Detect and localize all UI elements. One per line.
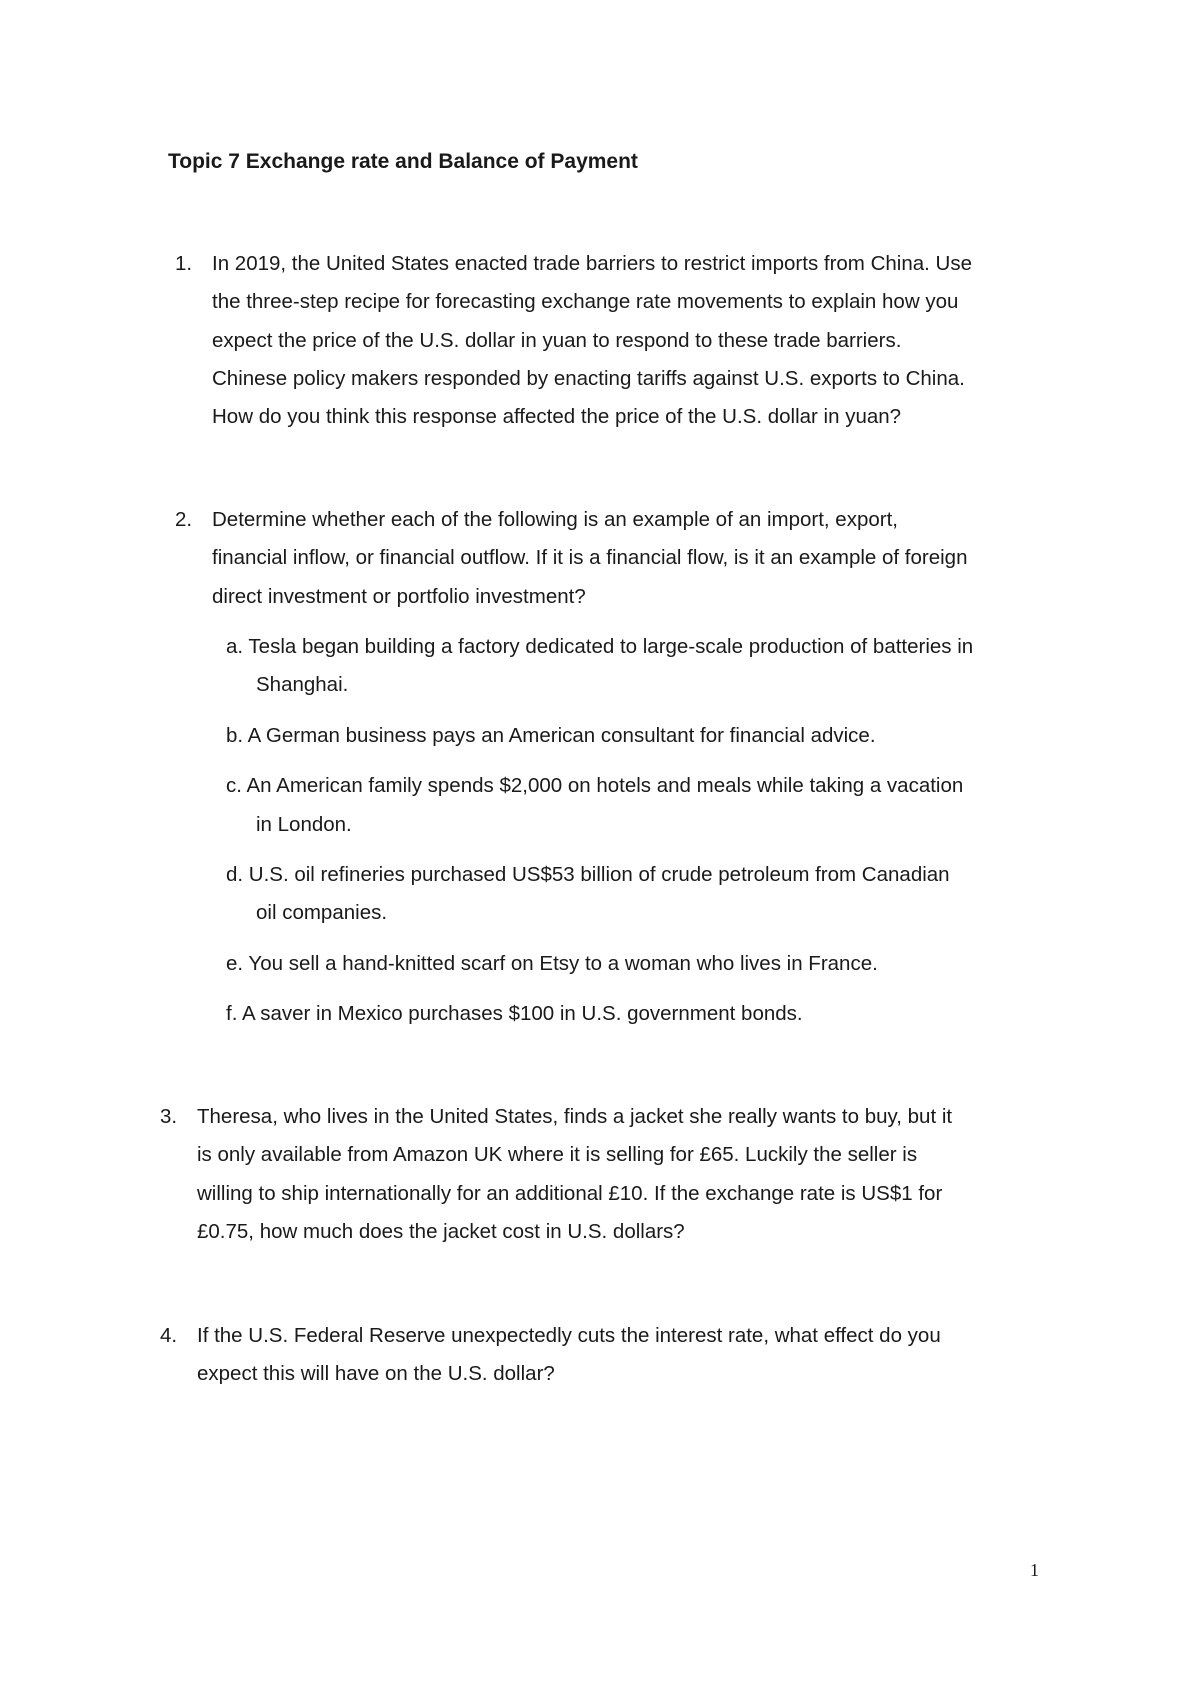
question-3-line: is only available from Amazon UK where it is selling for £65. Luckily the seller is [197,1143,918,1166]
question-4-line: If the U.S. Federal Reserve unexpectedly cuts the interest rate, what effect do you [197,1324,941,1347]
question-1-line: expect the price of the U.S. dollar in yuan to respond to these trade barriers. [212,329,902,352]
question-2-subitem-d: d. U.S. oil refineries purchased US$53 billion of crude petroleum from Canadian [226,863,950,886]
question-2-line: Determine whether each of the following is an example of an import, export, [212,508,898,531]
question-1-number: 1. [175,252,193,275]
question-2-subitem-d-cont: oil companies. [256,901,388,924]
question-2-subitem-a-cont: Shanghai. [256,673,349,696]
question-2-number: 2. [175,508,193,531]
question-3-line: £0.75, how much does the jacket cost in U.S. dollars? [197,1220,685,1243]
question-2-subitem-b: b. A German business pays an American consultant for financial advice. [226,724,876,747]
question-2-subitem-f: f. A saver in Mexico purchases $100 in U.S. government bonds. [226,1002,803,1025]
question-4-line: expect this will have on the U.S. dollar? [197,1362,555,1385]
question-2-line: direct investment or portfolio investment? [212,585,586,608]
question-3-line: willing to ship internationally for an additional £10. If the exchange rate is US$1 for [197,1182,943,1205]
question-1-line: How do you think this response affected the price of the U.S. dollar in yuan? [212,405,902,428]
question-2-subitem-c-cont: in London. [256,813,352,836]
question-3-line: Theresa, who lives in the United States, finds a jacket she really wants to buy, but it [197,1105,953,1128]
question-1-line: In 2019, the United States enacted trade barriers to restrict imports from China. Use [212,252,972,275]
question-2-line: financial inflow, or financial outflow. If it is a financial flow, is it an example of foreign [212,546,968,569]
page-number: 1 [1030,1560,1039,1580]
question-3-number: 3. [160,1105,178,1128]
question-1-line: Chinese policy makers responded by enacting tariffs against U.S. exports to China. [212,367,965,390]
question-2-subitem-e: e. You sell a hand-knitted scarf on Etsy to a woman who lives in France. [226,952,878,975]
document-title: Topic 7 Exchange rate and Balance of Payment [168,150,638,173]
question-2-subitem-c: c. An American family spends $2,000 on hotels and meals while taking a vacation [226,774,964,797]
question-2-subitem-a: a. Tesla began building a factory dedicated to large-scale production of batteries in [226,635,974,658]
question-1-line: the three-step recipe for forecasting exchange rate movements to explain how you [212,290,959,313]
question-4-number: 4. [160,1324,178,1347]
